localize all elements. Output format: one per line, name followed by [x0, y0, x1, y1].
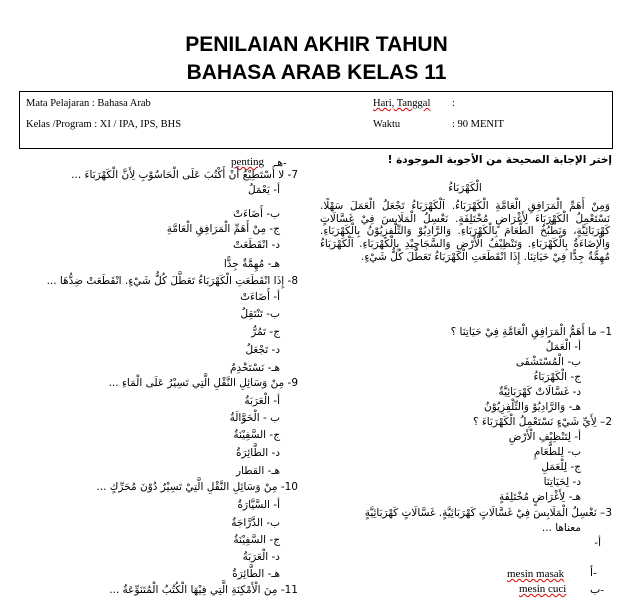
q9-option-d: د- الطَّائِرَةُ	[236, 447, 280, 459]
q3-option-a-mark: أ-	[590, 567, 597, 579]
exam-info-box	[19, 91, 613, 149]
day-date-value: :	[452, 98, 455, 109]
q2-option-b: ب- لِلطَّعَامِ	[533, 446, 581, 458]
q7-option-b: ب- أَضَاءَتْ	[233, 208, 280, 220]
q7-option-e: هـ- مُهِمَّةٌ جِدًّا	[223, 258, 280, 270]
question-11: 11- مِنَ الْأَمْكِنَةِ الَّتِي فِيْهَا الْكُتُبُ الْمُتَنَوِّعَةُ ...	[109, 584, 298, 596]
class-label: Kelas /Program : XI / IPA, IPS, BHS	[26, 119, 182, 130]
q8-option-c: ج- تَمُرُّ	[251, 326, 280, 338]
question-7: 7- لا أَسْتَطِيْعُ أَنْ أَكْتُبَ عَلَى الْحَاسُوْبِ لِأَنَّ الْكَهْرَبَاءَ ...	[71, 169, 298, 181]
question-10: 10- مِنْ وَسَائِلِ النَّقْلِ الَّتِيْ تَسِيْرُ دُوْنَ مُحَرِّكٍ ...	[96, 481, 298, 493]
q10-option-c: ج- السَّفِيْنَةُ	[233, 534, 280, 546]
question-2: 2– لِأَيِّ شَيْءٍ نَسْتَعْمِلُ الْكَهْرَبَاءَ ؟	[472, 416, 612, 428]
q10-option-d: د- الْعَرَبَةُ	[242, 551, 280, 563]
question-1: 1– ما أَهَمُّ الْمَرَافِقِ الْعَامَّةِ فِيْ حَيَاتِنَا ؟	[450, 326, 612, 338]
time-value: : 90 MENIT	[452, 119, 504, 130]
q9-option-e: هـ- القطار	[235, 465, 280, 477]
q10-option-e: هـ- الطَّائِرَةُ	[232, 568, 280, 580]
q10-option-b: ب- الدَّرَّاجَةُ	[231, 517, 280, 529]
question-9: 9- مِنْ وَسَائِلِ النَّقْلِ الَّتِي تَسِيْرُ عَلَى الْمَاءِ ...	[108, 377, 298, 389]
day-date-text: Hari, Tanggal	[373, 98, 431, 109]
q7-option-c: ج- مِنْ أَهَمِّ الْمَرَافِقِ الْعَامَّةِ	[166, 223, 280, 235]
q1-option-e: هـ- وَالرَّادِيُوْ وَالتِّلْفِزِيُوْنُ	[484, 401, 581, 413]
q7-option-a: أ- يَعْمَلُ	[247, 184, 280, 196]
q9-option-a: أ- الْعَرَبَةُ	[244, 395, 280, 407]
page-title-line1: PENILAIAN AKHIR TAHUN	[185, 33, 448, 56]
q3-option-b-text: mesin cuci	[519, 583, 567, 595]
reading-passage: وَمِنْ أَهَمِّ الْمَرَافِقِ الْعَامَّةِ الْكَهْرَبَاءُ. اَلْكَهْرَبَاءُ تَجْعَلُ الْعَمَلَ سَهْلًا. نَسْتَعْمِلُ الْكَهْرَبَاءَ لِأَغْرَاضٍ مُخْتَلِفَةٍ. نَغْسِلُ الْمَلَابِسَ فِيْ غَسَّالَاتٍ كَهْرَبَائِيَّةٍ، وَنَطْبُخُ الطَّعَامَ بِالْكَهْرَبَاءِ. وَالرَّادِيُوْ وَالتِّلْفِزِيُوْنُ بِالْكَهْرَبَاءِ. وَالْإِضَاءَةُ بِالْكَهْرَبَاءِ. وَتَنْظِيْفُ الْأَرْضِ وَالسَّجَاجِيْدِ بِالْكَهْرَبَاءِ. اَلْكَهْرَبَاءُ مُهِمَّةٌ جِدًّا فِيْ حَيَاتِنَا. إِذَا انْقَطَعَتِ الْكَهْرَبَاءُ تَعَطَّلَ كُلُّ شَيْءٍ.	[320, 200, 610, 263]
q1-option-b: ب- الْمُسْتَشْفَى	[515, 356, 581, 368]
question-3: 3– نَغْسِلُ الْمَلَابِسَ فِيْ غَسَّالَاتٍ كَهْرَبَائِيَّةٍ. غَسَّالَاتٍ كَهْرَبَائِيَّةٍ	[364, 507, 612, 519]
q6-option-e-letter: هـ-	[274, 157, 287, 169]
page-title-line2: BAHASA ARAB KELAS 11	[186, 61, 447, 84]
question-8: 8- إِذَا انْقَطَعَتِ الْكَهْرَبَاءُ تَعَطَّلَ كُلُّ شَيْءٍ. انْقَطَعَتْ ضِدُّهَا ...	[46, 275, 298, 287]
q8-option-d: د- تَجْعَلُ	[245, 344, 280, 356]
q8-option-b: ب- تَنْتَقِلُ	[240, 308, 280, 320]
instruction-text: إختر الإجابة الصحيحة من الأجوبة الموجودة !	[387, 154, 612, 166]
q2-option-e: هـ- لِأَغْرَاضٍ مُخْتَلِفَةٍ	[499, 491, 581, 503]
q1-option-c: ج- الْكَهْرَبَاءُ	[533, 371, 581, 383]
q3-option-b-letter: ب-	[590, 584, 605, 596]
passage-title: الْكَهْرَبَاءُ	[448, 182, 482, 194]
q8-option-e: هـ- نَسْتَخْدِمُ	[230, 362, 280, 374]
subject-label: Mata Pelajaran : Bahasa Arab	[26, 98, 151, 109]
q9-option-c: ج- السَّفِيْنَةُ	[233, 429, 280, 441]
q6-option-e-text: penting	[231, 156, 264, 168]
time-label: Waktu	[373, 119, 401, 130]
q2-option-d: د- لِحَيَاتِنَا	[543, 476, 581, 488]
q8-option-a: أ- أَضَاءَتْ	[240, 291, 280, 303]
day-date-label	[373, 98, 430, 109]
q1-option-d: د- غَسَّالَاتٌ كَهْرَبَائِيَّةٌ	[498, 386, 581, 398]
q2-option-c: ج- لِلْعَمَلِ	[541, 461, 581, 473]
question-3-cont: معناها ...	[541, 522, 581, 534]
q10-option-a: أ- السَّيَّارَةُ	[237, 499, 280, 511]
q3-option-a-letter: أ-	[594, 537, 601, 549]
q3-option-a-text: mesin masak	[507, 568, 565, 580]
q9-option-b: ب - الْحَوَّالَةُ	[229, 412, 280, 424]
q7-option-d: د- انْقَطَعَتْ	[233, 239, 280, 251]
q1-option-a: أ- الْعَمَلُ	[545, 341, 581, 353]
q2-option-a: أ- لِتَنْظِيْفِ الْأَرْضِ	[508, 431, 581, 443]
